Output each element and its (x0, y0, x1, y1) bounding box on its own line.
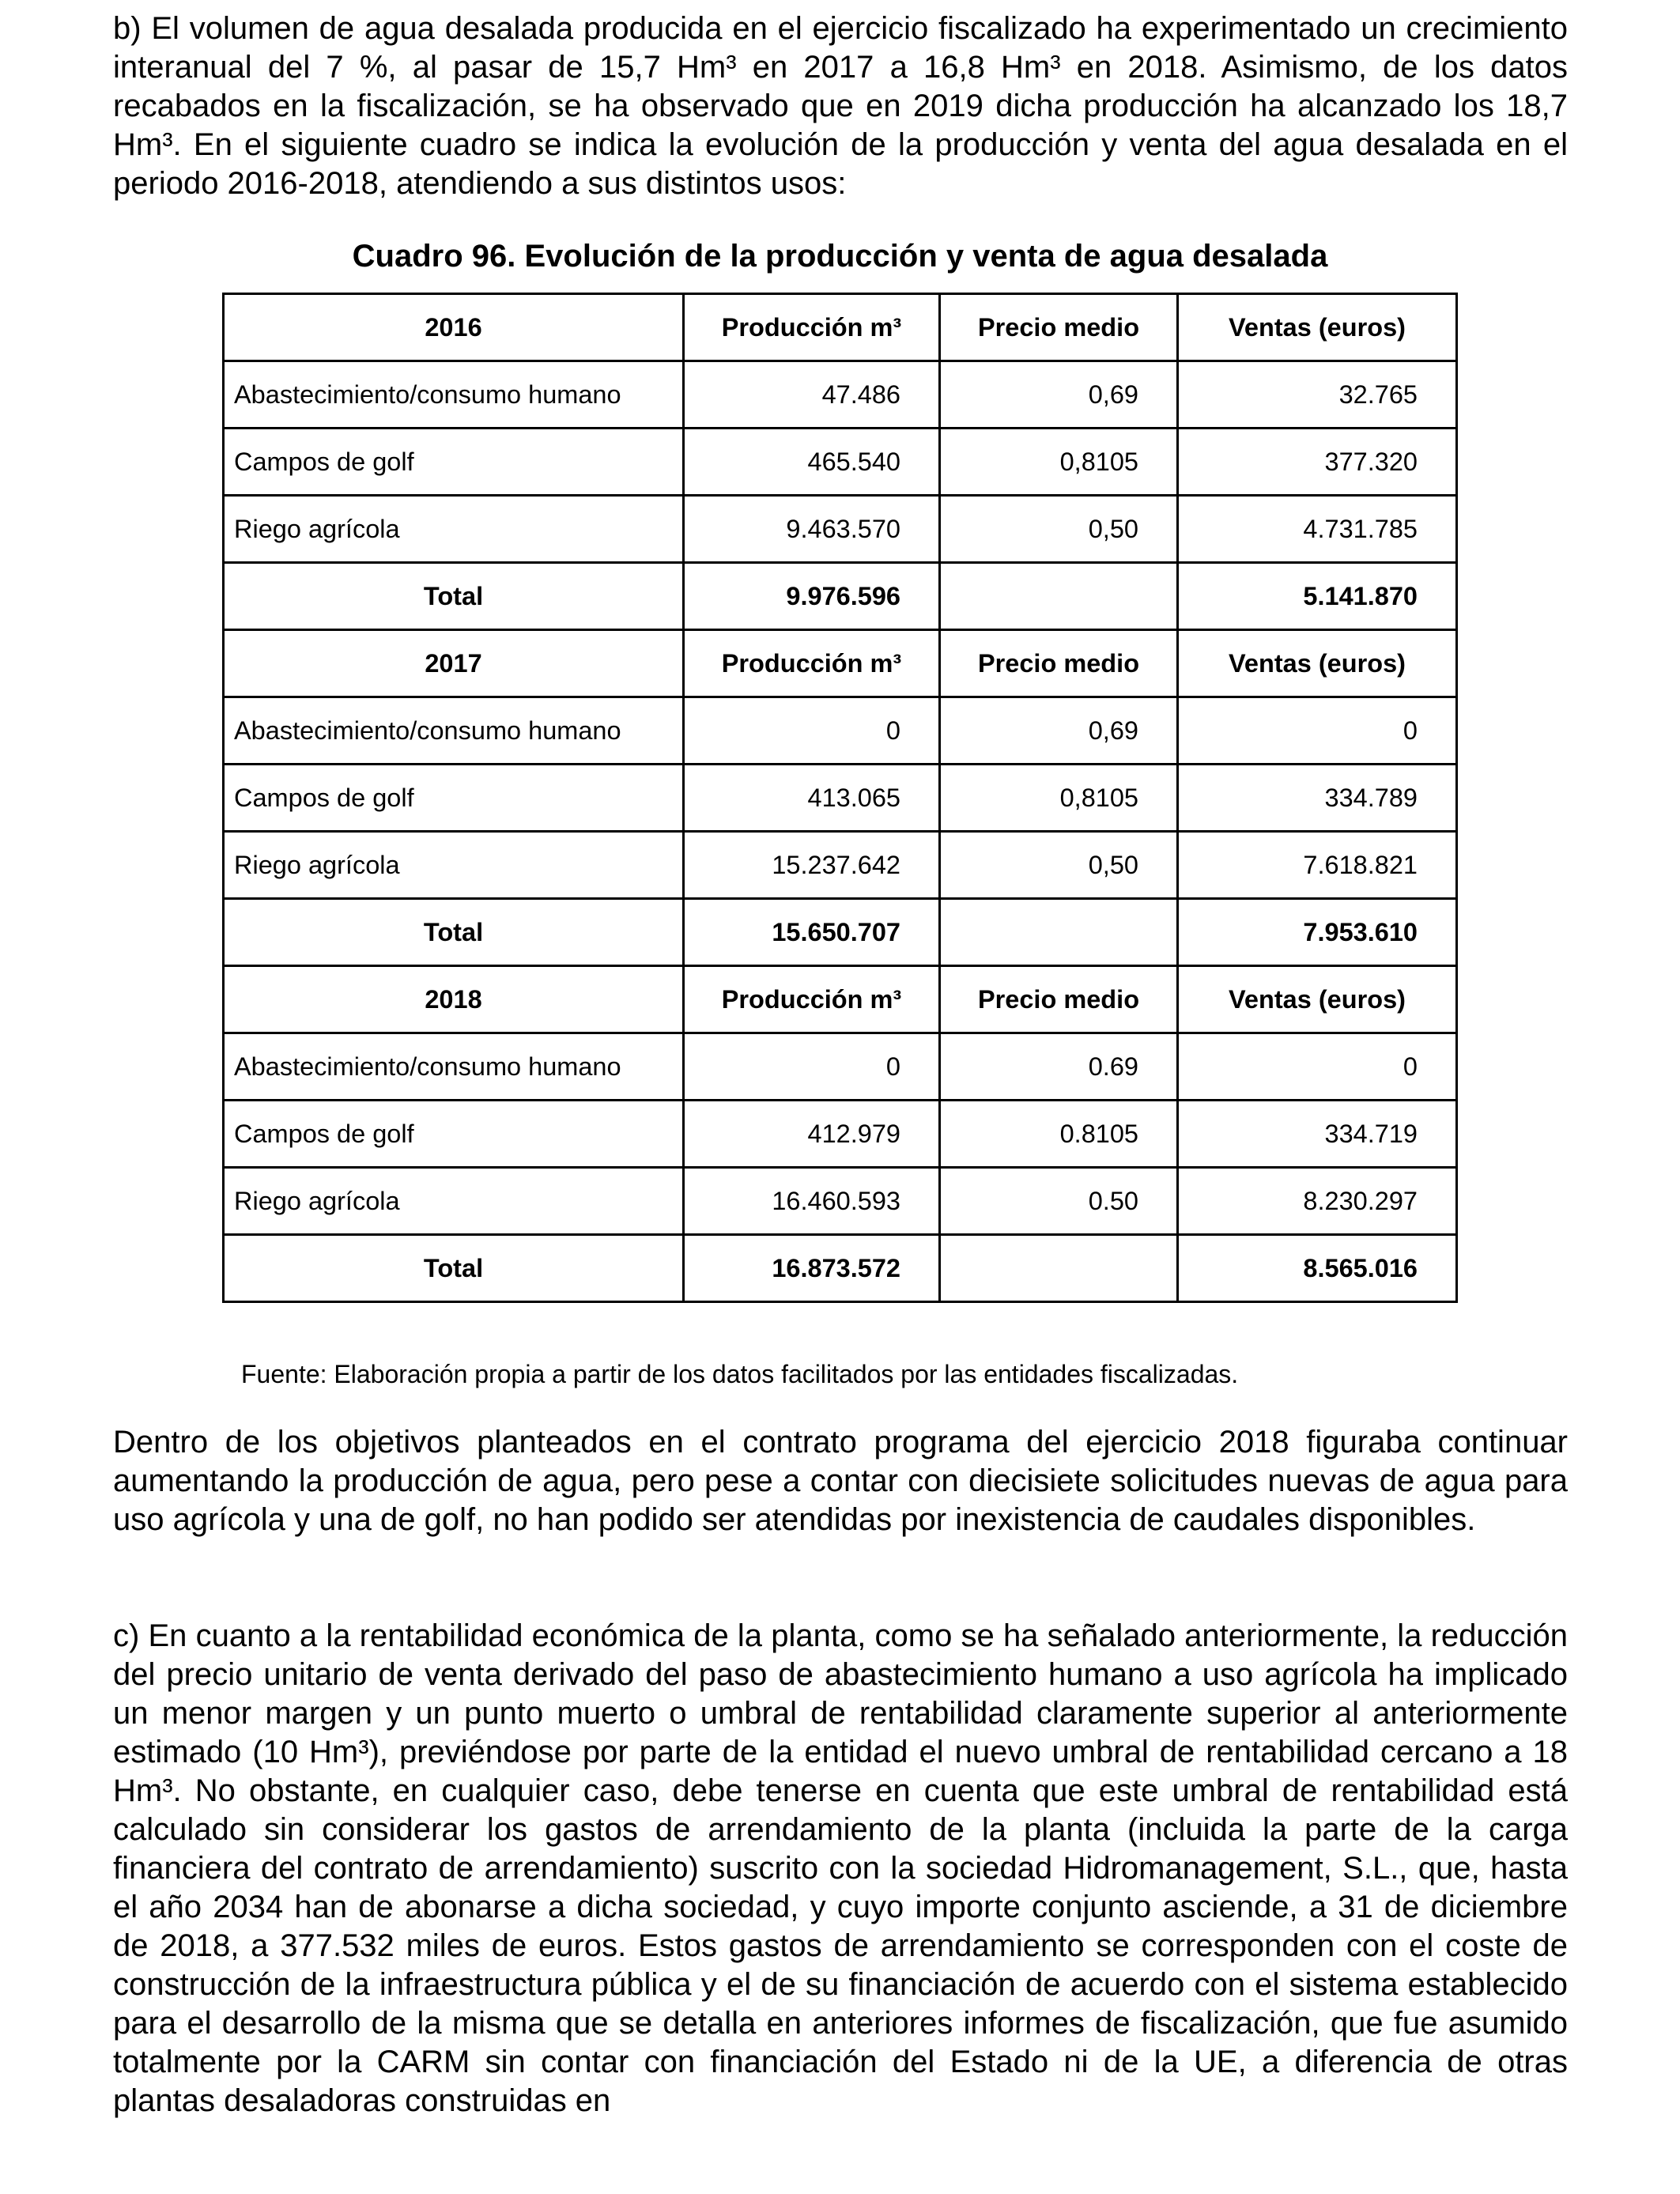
table-row (224, 832, 1457, 899)
row-production: 9.463.570 (684, 496, 940, 563)
table-row (224, 1168, 1457, 1235)
table-row (224, 765, 1457, 832)
production-header: Producción m³ (684, 630, 940, 697)
row-label: Campos de golf (224, 1101, 684, 1168)
table-body (224, 294, 1457, 1302)
paragraph-objectives: Dentro de los objetivos planteados en el contrato programa del ejercicio 2018 figuraba continuar aumentando la producción de agua, pero pese a contar con diecisiete solicitudes nuevas de agua para uso agrícola y una de golf, no han podido ser atendidas por inexistencia de caudales disponibles. (113, 1425, 1568, 1537)
table-header-row-2017 (224, 630, 1457, 697)
total-production: 16.873.572 (684, 1235, 940, 1302)
price-header: Precio medio (940, 966, 1178, 1033)
total-label: Total (224, 899, 684, 966)
row-sales: 0 (1178, 1033, 1457, 1101)
table-row (224, 361, 1457, 429)
table-caption: Cuadro 96. Evolución de la producción y venta de agua desalada (352, 239, 1328, 274)
row-production: 15.237.642 (684, 832, 940, 899)
row-label: Riego agrícola (224, 832, 684, 899)
row-sales: 377.320 (1178, 429, 1457, 496)
row-label: Abastecimiento/consumo humano (224, 361, 684, 429)
row-price: 0,69 (940, 697, 1178, 765)
table-row (224, 697, 1457, 765)
row-production: 465.540 (684, 429, 940, 496)
total-production: 15.650.707 (684, 899, 940, 966)
row-sales: 8.230.297 (1178, 1168, 1457, 1235)
row-sales: 4.731.785 (1178, 496, 1457, 563)
year-header: 2017 (224, 630, 684, 697)
row-price: 0,8105 (940, 429, 1178, 496)
row-production: 0 (684, 697, 940, 765)
row-price: 0,69 (940, 361, 1178, 429)
row-sales: 32.765 (1178, 361, 1457, 429)
table-header-row-2018 (224, 966, 1457, 1033)
production-sales-table (222, 293, 1458, 1303)
table-row (224, 496, 1457, 563)
row-production: 413.065 (684, 765, 940, 832)
row-price: 0.8105 (940, 1101, 1178, 1168)
row-sales: 334.789 (1178, 765, 1457, 832)
row-price: 0,50 (940, 832, 1178, 899)
total-price-empty (940, 563, 1178, 630)
row-label: Riego agrícola (224, 1168, 684, 1235)
row-price: 0,50 (940, 496, 1178, 563)
table-row (224, 1101, 1457, 1168)
total-row-2016 (224, 563, 1457, 630)
total-label: Total (224, 563, 684, 630)
year-header: 2016 (224, 294, 684, 361)
row-production: 0 (684, 1033, 940, 1101)
paragraph-c: c) En cuanto a la rentabilidad económica de la planta, como se ha señalado anteriormente, la reducción del precio unitario de venta derivado del paso de abastecimiento humano a uso agrícola ha implicado un menor margen y un punto muerto o umbral de rentabilidad claramente superior al anteriormente estimado (10 Hm³), previéndose por parte de la entidad el nuevo umbral de rentabilidad cercano a 18 Hm³. No obstante, en cualquier caso, debe tenerse en cuenta que este umbral de rentabilidad está calculado sin considerar los gastos de arrendamiento de la planta (incluida la parte de la carga financiera del contrato de arrendamiento) suscrito con la sociedad Hidromanagement, S.L., que, hasta el año 2034 han de abonarse a dicha sociedad, y cuyo importe conjunto asciende, a 31 de diciembre de 2018, a 377.532 miles de euros. Estos gastos de arrendamiento se corresponden con el coste de construcción de la infraestructura pública y el de su financiación de acuerdo con el sistema establecido para el desarrollo de la misma que se detalla en anteriores informes de fiscalización, que fue asumido totalmente por la CARM sin contar con financiación del Estado ni de la UE, a diferencia de otras plantas desaladoras construidas en (113, 1618, 1568, 2118)
row-label: Abastecimiento/consumo humano (224, 1033, 684, 1101)
total-row-2017 (224, 899, 1457, 966)
row-label: Campos de golf (224, 429, 684, 496)
row-price: 0.50 (940, 1168, 1178, 1235)
table-row (224, 429, 1457, 496)
sales-header: Ventas (euros) (1178, 966, 1457, 1033)
paragraph-b: b) El volumen de agua desalada producida en el ejercicio fiscalizado ha experimentado un crecimiento interanual del 7 %, al pasar de 15,7 Hm³ en 2017 a 16,8 Hm³ en 2018. Asimismo, de los datos recabados en la fiscalización, se ha observado que en 2019 dicha producción ha alcanzado los 18,7 Hm³. En el siguiente cuadro se indica la evolución de la producción y venta del agua desalada en el periodo 2016-2018, atendiendo a sus distintos usos: (113, 11, 1568, 201)
row-label: Abastecimiento/consumo humano (224, 697, 684, 765)
table-row (224, 1033, 1457, 1101)
row-sales: 0 (1178, 697, 1457, 765)
row-price: 0.69 (940, 1033, 1178, 1101)
row-production: 16.460.593 (684, 1168, 940, 1235)
sales-header: Ventas (euros) (1178, 630, 1457, 697)
total-label: Total (224, 1235, 684, 1302)
total-price-empty (940, 899, 1178, 966)
sales-header: Ventas (euros) (1178, 294, 1457, 361)
price-header: Precio medio (940, 630, 1178, 697)
production-header: Producción m³ (684, 966, 940, 1033)
year-header: 2018 (224, 966, 684, 1033)
row-production: 47.486 (684, 361, 940, 429)
total-price-empty (940, 1235, 1178, 1302)
total-sales: 5.141.870 (1178, 563, 1457, 630)
row-price: 0,8105 (940, 765, 1178, 832)
price-header: Precio medio (940, 294, 1178, 361)
row-label: Riego agrícola (224, 496, 684, 563)
total-row-2018 (224, 1235, 1457, 1302)
table-source-note: Fuente: Elaboración propia a partir de los datos facilitados por las entidades fiscalizadas. (241, 1360, 1239, 1388)
row-production: 412.979 (684, 1101, 940, 1168)
row-label: Campos de golf (224, 765, 684, 832)
total-sales: 8.565.016 (1178, 1235, 1457, 1302)
row-sales: 334.719 (1178, 1101, 1457, 1168)
total-sales: 7.953.610 (1178, 899, 1457, 966)
total-production: 9.976.596 (684, 563, 940, 630)
row-sales: 7.618.821 (1178, 832, 1457, 899)
production-header: Producción m³ (684, 294, 940, 361)
table-header-row-2016 (224, 294, 1457, 361)
